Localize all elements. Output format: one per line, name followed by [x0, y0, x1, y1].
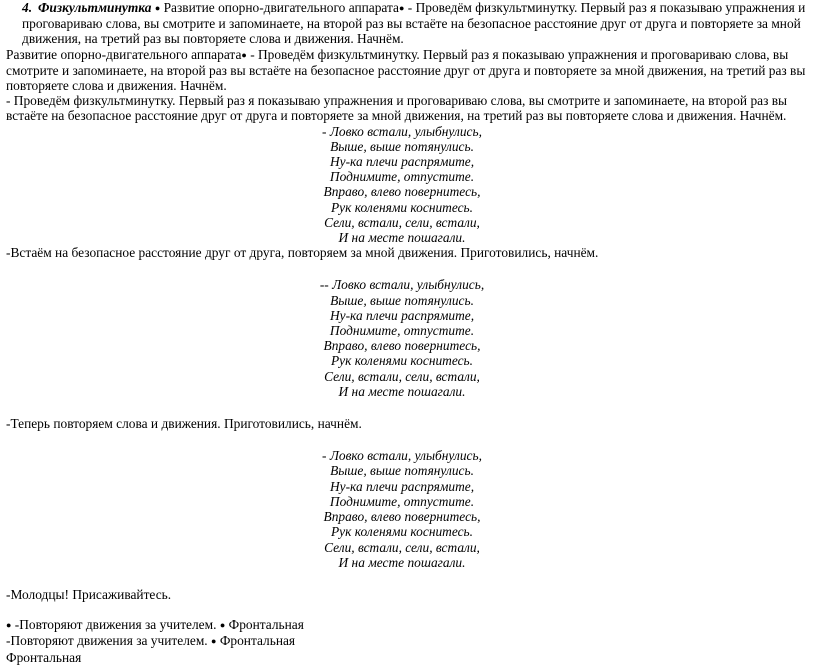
- paragraph-3: - Проведём физкультминутку. Первый раз я показываю упражнения и проговариваю слова, вы смотрите и запоминаете, на второй раз вы встаёте на безопасное расстояние друг от друга и повторяете за мной движения, на третий раз вы повторяете слова и движения. Начнём.: [6, 93, 788, 124]
- footer-line-1-tail: Фронтальная: [228, 617, 304, 633]
- section-title: Физкультминутка: [38, 0, 152, 15]
- section-heading: [6, 0, 812, 47]
- section-subtitle: Развитие опорно-двигательного аппарата: [163, 0, 399, 15]
- bullet-icon: ●: [211, 636, 217, 647]
- document-page: [6, 0, 812, 665]
- closing-line: -Молодцы! Присаживайтесь.: [6, 586, 172, 602]
- spacer: [6, 602, 812, 617]
- poem-line: Поднимите, отпустите.: [329, 493, 475, 509]
- poem-block-3: [6, 448, 812, 570]
- poem-line: Сели, встали, сели, встали,: [324, 539, 480, 555]
- footer-line-2-tail: Фронтальная: [219, 633, 296, 649]
- spacer: [6, 431, 812, 448]
- poem-line: Вправо, влево повернитесь,: [323, 184, 481, 200]
- poem-line: Сели, встали, сели, встали,: [324, 368, 480, 384]
- bullet-icon: ●: [6, 620, 12, 631]
- poem-line: Рук коленями коснитесь.: [331, 199, 473, 215]
- poem-line: И на месте пошагали.: [338, 554, 466, 570]
- poem-line: Ну-ка плечи распрямите,: [329, 154, 475, 170]
- footer-line-3: Фронтальная: [6, 649, 82, 665]
- poem-line: Ну-ка плечи распрямите,: [329, 307, 475, 323]
- poem-line: Сели, встали, сели, встали,: [324, 214, 480, 230]
- poem-line: Вправо, влево повернитесь,: [323, 338, 481, 354]
- section-intro-text: - Проведём физкультминутку. Первый раз я показываю упражнения и проговариваю слова, вы смотрите и запоминаете, на второй раз вы встаёте на безопасное расстояние друг от друга и повторяете за мной движения, на третий раз вы повторяете слова и движения. Начнём.: [22, 0, 806, 47]
- poem-line: - Ловко встали, улыбнулись,: [322, 448, 482, 464]
- poem-line: Выше, выше потянулись.: [330, 463, 474, 479]
- poem-line: - Ловко встали, улыбнулись,: [322, 123, 482, 139]
- bullet-icon: ●: [241, 49, 247, 60]
- poem-line: Ну-ка плечи распрямите,: [329, 478, 475, 494]
- poem-block-1: [6, 124, 812, 246]
- poem-line: -- Ловко встали, улыбнулись,: [319, 277, 485, 293]
- paragraph-2: [6, 47, 812, 94]
- poem-line: Рук коленями коснитесь.: [331, 353, 473, 369]
- footer-line-2-text: -Повторяют движения за учителем.: [6, 633, 208, 649]
- bullet-icon: ●: [154, 3, 161, 13]
- poem-line: И на месте пошагали.: [338, 383, 466, 399]
- instruction-3: -Теперь повторяем слова и движения. Приготовились, начнём.: [6, 416, 362, 432]
- spacer: [6, 260, 812, 277]
- poem-block-2: [6, 277, 812, 399]
- footer-line-1-text: -Повторяют движения за учителем.: [14, 617, 217, 633]
- paragraph-2-lead: Развитие опорно-двигательного аппарата: [6, 46, 242, 62]
- poem-line: Рук коленями коснитесь.: [331, 524, 473, 540]
- poem-line: Выше, выше потянулись.: [330, 292, 474, 308]
- spacer: [6, 570, 812, 587]
- poem-line: Поднимите, отпустите.: [329, 169, 475, 185]
- instruction-2: -Встаём на безопасное расстояние друг от друга, повторяем за мной движения. Приготовились, начнём.: [6, 245, 599, 261]
- section-number: 4.: [22, 0, 33, 15]
- bullet-icon: ●: [399, 3, 405, 13]
- poem-line: И на месте пошагали.: [338, 230, 466, 246]
- bullet-icon: ●: [219, 620, 226, 631]
- footer-line-2: [6, 633, 812, 649]
- poem-line: Вправо, влево повернитесь,: [323, 509, 481, 525]
- poem-line: Выше, выше потянулись.: [330, 138, 474, 154]
- paragraph-2-text: - Проведём физкультминутку. Первый раз я показываю упражнения и проговариваю слова, вы смотрите и запоминаете, на второй раз вы встаёте на безопасное расстояние друг от друга и повторяете за мной движения, на третий раз вы повторяете слова и движения. Начнём.: [6, 46, 806, 94]
- footer-line-1: [6, 617, 812, 633]
- spacer: [6, 399, 812, 416]
- poem-line: Поднимите, отпустите.: [329, 323, 475, 339]
